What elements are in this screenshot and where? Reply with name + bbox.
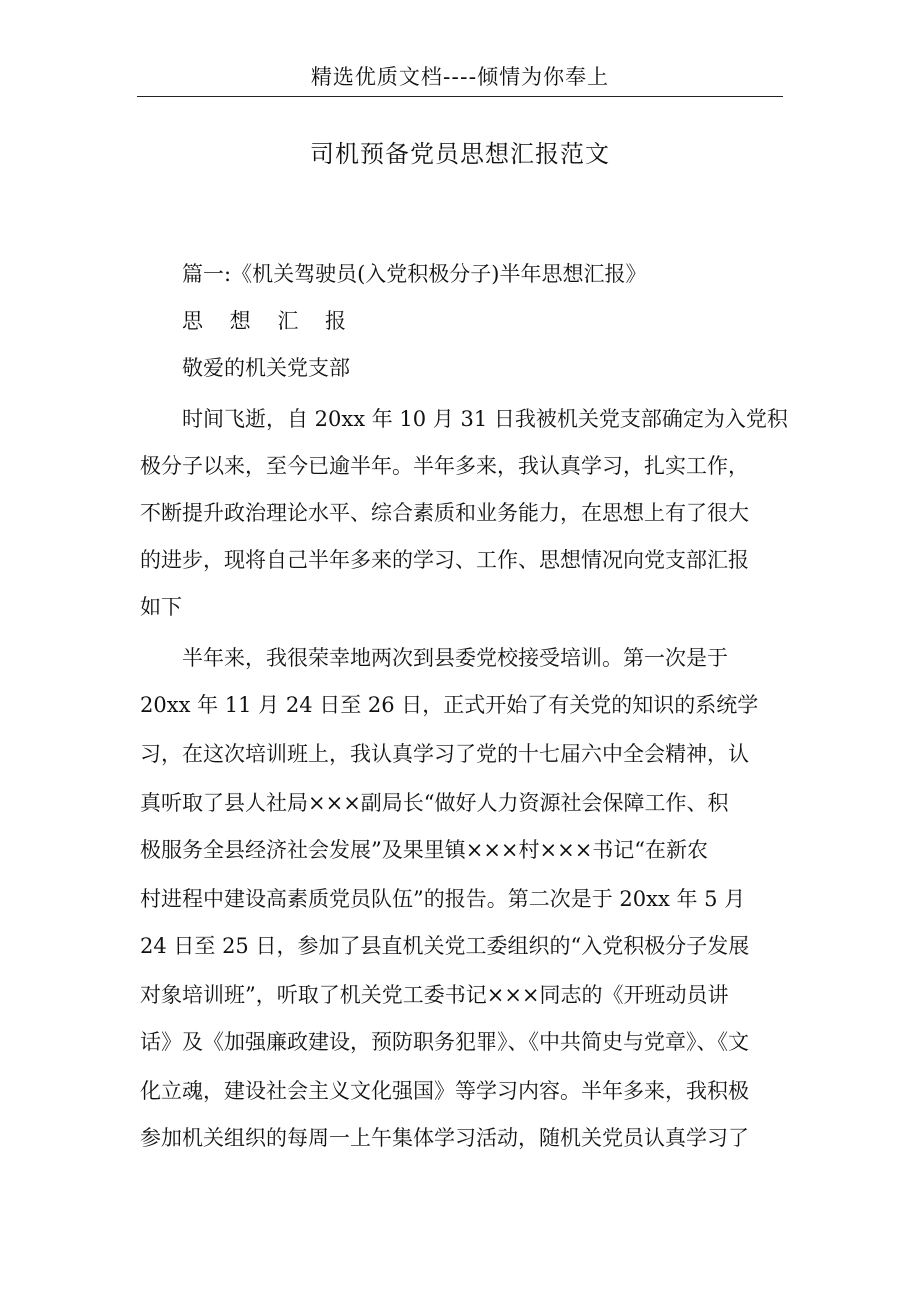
paragraph-line: 话》及《加强廉政建设，预防职务犯罪》、《中共简史与党章》、《文 (140, 1030, 749, 1054)
paragraph-line: 半年来，我很荣幸地两次到县委党校接受培训。第一次是于 (182, 646, 728, 670)
paragraph-line: 时间飞逝，自 20xx 年 10 月 31 日我被机关党支部确定为入党积 (182, 407, 788, 431)
paragraph-line: 的进步，现将自己半年多来的学习、工作、思想情况向党支部汇报 (140, 548, 749, 572)
paragraph-line: 24 日至 25 日，参加了县直机关党工委组织的“入党积极分子发展 (140, 934, 750, 958)
paragraph-line: 极服务全县经济社会发展”及果里镇×××村×××书记“在新农 (140, 838, 709, 862)
paragraph-line: 真听取了县人社局×××副局长“做好人力资源社会保障工作、积 (140, 791, 729, 815)
document-title: 司机预备党员思想汇报范文 (310, 140, 610, 168)
paragraph-line: 化立魂，建设社会主义文化强国》等学习内容。半年多来，我积极 (140, 1079, 749, 1103)
paragraph-line: 对象培训班”，听取了机关党工委书记×××同志的《开班动员讲 (140, 983, 729, 1007)
paragraph-line: 参加机关组织的每周一上午集体学习活动，随机关党员认真学习了 (140, 1126, 749, 1150)
header-divider (137, 96, 783, 97)
section-heading: 篇一:《机关驾驶员(入党积极分子)半年思想汇报》 (182, 262, 647, 286)
report-title: 思 想 汇 报 (182, 309, 357, 333)
paragraph-line: 如下 (140, 595, 182, 619)
salutation: 敬爱的机关党支部 (182, 356, 350, 380)
paragraph-line: 极分子以来，至今已逾半年。半年多来，我认真学习，扎实工作， (140, 454, 749, 478)
paragraph-line: 不断提升政治理论水平、综合素质和业务能力，在思想上有了很大 (140, 501, 749, 525)
paragraph-line: 20xx 年 11 月 24 日至 26 日，正式开始了有关党的知识的系统学 (140, 693, 759, 717)
page-header: 精选优质文档----倾情为你奉上 (310, 65, 610, 89)
paragraph-line: 村进程中建设高素质党员队伍”的报告。第二次是于 20xx 年 5 月 (140, 887, 746, 911)
paragraph-line: 习，在这次培训班上，我认真学习了党的十七届六中全会精神，认 (140, 742, 749, 766)
